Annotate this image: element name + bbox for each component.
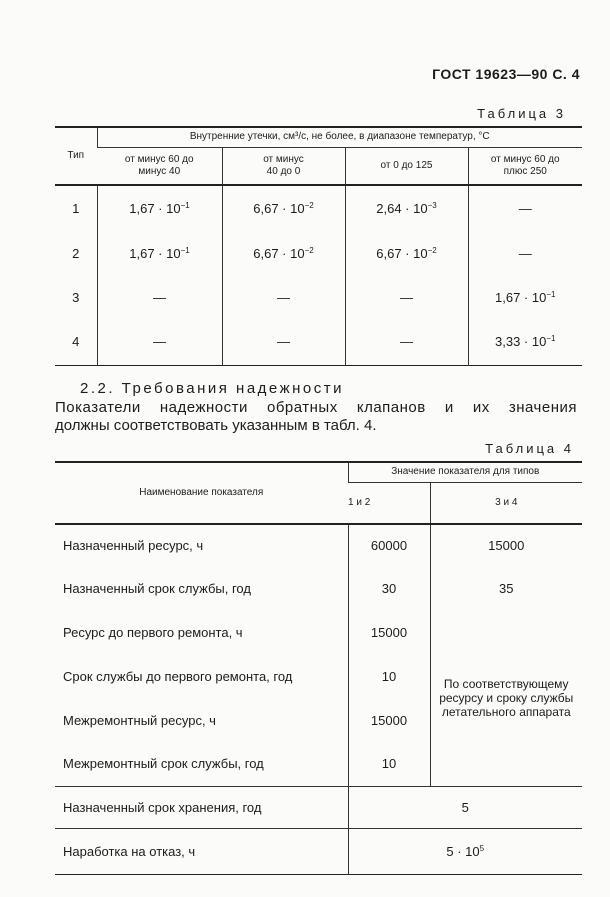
type-cell: 1 — [72, 201, 80, 216]
indicator-name: Срок службы до первого ремонта, год — [63, 668, 293, 684]
col-types-1-2: 1 и 2 — [348, 482, 430, 524]
table-row — [55, 828, 582, 874]
range-header: от минус 60 до плюс 250 — [468, 147, 582, 185]
range-header: от минус 60 до минус 40 — [97, 147, 222, 185]
value-cell: 10 — [348, 654, 430, 698]
value-cell: $1,67 \cdot 10^{-1}$ — [468, 275, 582, 319]
indicator-name: Назначенный ресурс, ч — [63, 538, 204, 553]
col-types-3-4: 3 и 4 — [430, 482, 582, 524]
value-cell: — — [345, 275, 468, 319]
value-cell: $6,67 \cdot 10^{-2}$ — [345, 231, 468, 275]
type-cell: 2 — [72, 245, 80, 261]
table-4 — [55, 461, 582, 875]
table-row — [55, 275, 582, 319]
value-cell: 15000 — [348, 610, 430, 654]
value-cell: $3,33 \cdot 10^{-1}$ — [468, 319, 582, 365]
indicator-name: Назначенный срок хранения, год — [55, 786, 348, 828]
table3-caption: Таблица 3 — [477, 106, 566, 121]
table-row — [55, 610, 582, 654]
value-cell: — — [97, 275, 222, 319]
value-cell: — — [222, 319, 345, 365]
table4-caption: Таблица 4 — [485, 441, 574, 456]
document-header: ГОСТ 19623—90 С. 4 — [432, 66, 580, 82]
section-paragraph-line: Показатели надежности обратных клапанов и их значения — [55, 399, 577, 416]
merged-note-cell: По соответствующему ресурсу и сроку службы летательного аппарата — [430, 610, 582, 786]
col-type-header: Тип — [55, 127, 97, 185]
value-cell: $5 \cdot 10^5$ — [348, 828, 582, 874]
value-cell: — — [345, 319, 468, 365]
value-group-header: Значение показателя для типов — [348, 462, 582, 482]
value-cell: — — [468, 185, 582, 231]
value-cell: 30 — [348, 566, 430, 610]
table-row — [55, 786, 582, 828]
table-row — [55, 319, 582, 365]
type-cell: 4 — [72, 334, 80, 350]
col-name-header: Наименование показателя — [55, 462, 348, 524]
indicator-name: Наработка на отказ, ч — [55, 828, 348, 874]
value-cell: 10 — [348, 742, 430, 786]
value-cell: — — [222, 275, 345, 319]
value-cell: — — [97, 319, 222, 365]
value-cell: $1,67 \cdot 10^{-1}$ — [97, 185, 222, 231]
value-cell: $1,67 \cdot 10^{-1}$ — [97, 231, 222, 275]
value-cell: 35 — [430, 566, 582, 610]
value-cell: $2,64 \cdot 10^{-3}$ — [345, 185, 468, 231]
value-cell: $6,67 \cdot 10^{-2}$ — [222, 185, 345, 231]
section-title: 2.2. Требования надежности — [80, 380, 345, 397]
table-row — [55, 566, 582, 610]
value-cell: 60000 — [348, 524, 430, 566]
section-paragraph-line: должны соответствовать указанным в табл. 4. — [55, 417, 377, 434]
range-header: от минус 40 до 0 — [222, 147, 345, 185]
table-3 — [55, 126, 582, 366]
indicator-name: Ресурс до первого ремонта, ч — [63, 624, 243, 640]
type-cell: 3 — [72, 289, 80, 305]
value-cell: $6,67 \cdot 10^{-2}$ — [222, 231, 345, 275]
table-row — [55, 231, 582, 275]
range-header: от 0 до 125 — [345, 147, 468, 185]
indicator-name: Межремонтный ресурс, ч — [63, 712, 216, 728]
indicator-name: Назначенный срок службы, год — [63, 580, 251, 596]
value-cell: 5 — [348, 786, 582, 828]
value-cell: 15000 — [348, 698, 430, 742]
value-cell: — — [468, 231, 582, 275]
table-row — [55, 185, 582, 231]
indicator-name: Межремонтный срок службы, год — [63, 756, 264, 772]
table-row — [55, 524, 582, 566]
leakage-group-header: Внутренние утечки, см³/с, не более, в диапазоне температур, °С — [97, 127, 582, 147]
value-cell: 15000 — [430, 524, 582, 566]
